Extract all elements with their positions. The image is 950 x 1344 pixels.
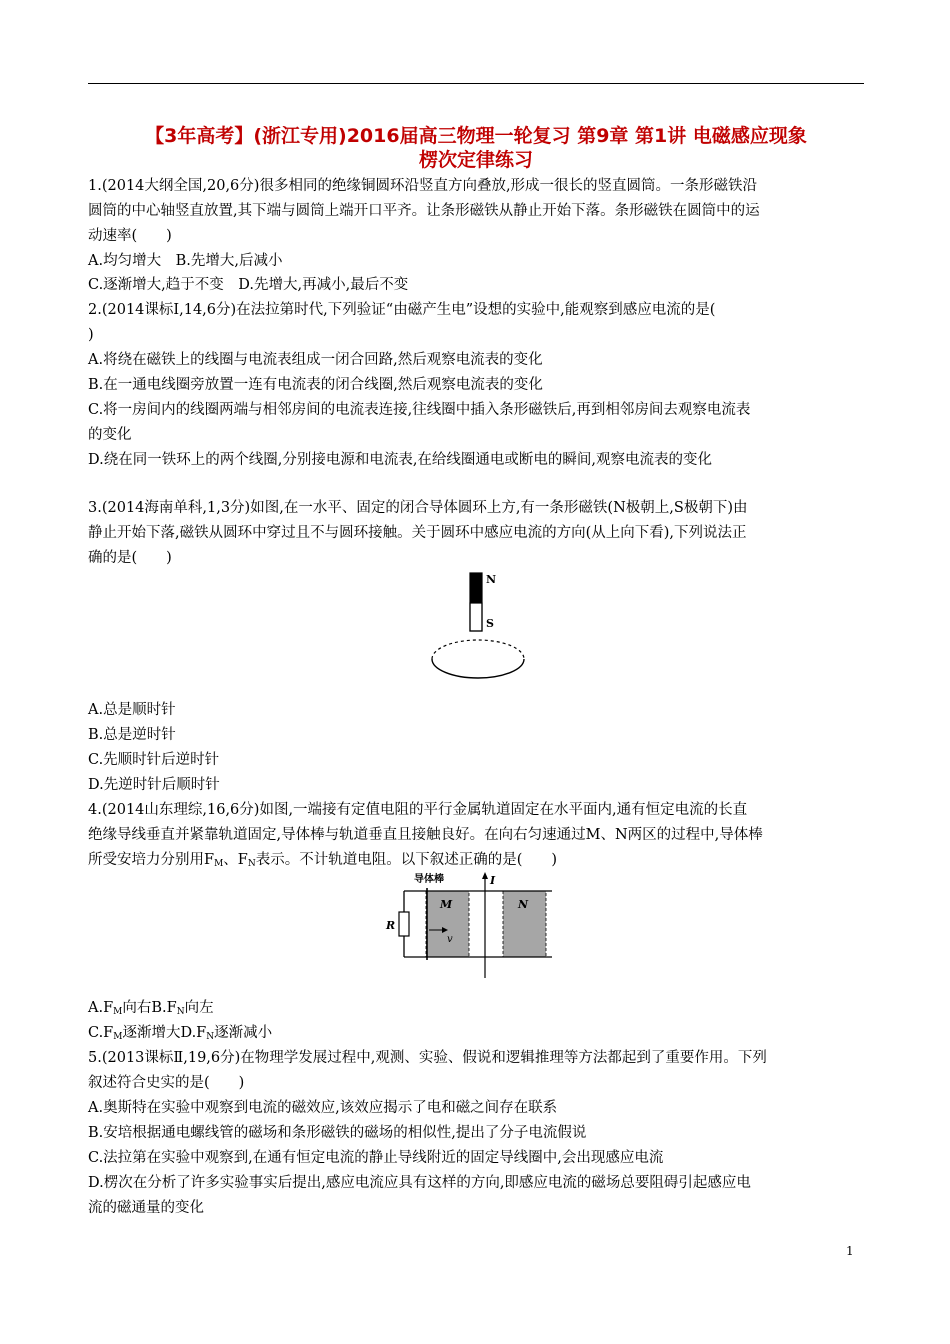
- q4-stem-line-2: 绝缘导线垂直并紧靠轨道固定,导体棒与轨道垂直且接触良好。在向右匀速通过M、N两区的过程中,导体棒: [88, 827, 763, 843]
- q5-option-c: C.法拉第在实验中观察到,在通有恒定电流的静止导线附近的固定导线圈中,会出现感应电流: [88, 1150, 664, 1166]
- q4-stem-line-3: 所受安培力分别用$F_M$、$F_N$表示。不计轨道电阻。以下叙述正确的是( ): [88, 852, 558, 869]
- q3-option-b: B.总是逆时针: [88, 727, 176, 743]
- rod-label: 导体棒: [414, 874, 444, 885]
- ring-back-arc: [432, 640, 524, 659]
- header-rule: [88, 83, 864, 84]
- q3-stem-line-1: 3.(2014海南单科,1,3分)如图,在一水平、固定的闭合导体圆环上方,有一条形磁铁(N极朝上,S极朝下)由: [88, 500, 748, 516]
- title-line-2: 楞次定律练习: [418, 149, 533, 171]
- magnet-north-half: [470, 573, 482, 603]
- label-n: N: [486, 573, 497, 586]
- q4-options-cd: $C.F_M$逐渐增大$D.F_N$逐渐减小: [88, 1025, 273, 1042]
- q3-option-d: D.先逆时针后顺时针: [88, 777, 220, 793]
- q2-option-b: B.在一通电线圈旁放置一连有电流表的闭合线圈,然后观察电流表的变化: [88, 377, 543, 393]
- q4-options-ab: $A.F_M$向右$B.F_N$向左: [88, 1000, 214, 1017]
- resistor-label: R: [386, 919, 396, 932]
- rail-circuit-figure: [382, 868, 562, 983]
- q2-option-a: A.将绕在磁铁上的线圈与电流表组成一闭合回路,然后观察电流表的变化: [88, 352, 543, 368]
- q5-option-d-line-2: 流的磁通量的变化: [88, 1200, 204, 1216]
- magnet-ring-figure: [420, 565, 540, 685]
- q5-stem-line-2: 叙述符合史实的是( ): [88, 1075, 245, 1091]
- q1-stem-line-2: 圆筒的中心轴竖直放置,其下端与圆筒上端开口平齐。让条形磁铁从静止开始下落。条形磁铁在圆筒中的运: [88, 203, 760, 219]
- q2-option-c-line-2: 的变化: [88, 427, 132, 443]
- q4-stem-line-1: 4.(2014山东理综,16,6分)如图,一端接有定值电阻的平行金属轨道固定在水平面内,通有恒定电流的长直: [88, 802, 748, 818]
- title-line-1: 【3年高考】(浙江专用)2016届高三物理一轮复习 第9章 第1讲 电磁感应现象: [145, 125, 807, 147]
- velocity-label: v: [447, 934, 453, 945]
- q5-stem-line-1: 5.(2013课标Ⅱ,19,6分)在物理学发展过程中,观测、实验、假说和逻辑推理等方法都起到了重要作用。下列: [88, 1050, 767, 1066]
- region-n-label: N: [518, 898, 529, 911]
- q1-options-ab: A.均匀增大 B.先增大,后减小: [88, 253, 283, 269]
- resistor: [399, 912, 409, 936]
- q5-option-d-line-1: D.楞次在分析了许多实验事实后提出,感应电流应具有这样的方向,即感应电流的磁场总要阻碍引起感应电: [88, 1175, 751, 1191]
- q1-stem-line-1: 1.(2014大纲全国,20,6分)很多相同的绝缘铜圆环沿竖直方向叠放,形成一很长的竖直圆筒。一条形磁铁沿: [88, 178, 758, 194]
- q2-option-c-line-1: C.将一房间内的线圈两端与相邻房间的电流表连接,往线圈中插入条形磁铁后,再到相邻房间去观察电流表: [88, 402, 751, 418]
- q3-option-a: A.总是顺时针: [88, 702, 176, 718]
- q2-stem-line-1: 2.(2014课标Ⅰ,14,6分)在法拉第时代,下列验证“由磁产生电”设想的实验中,能观察到感应电流的是(: [88, 302, 716, 318]
- label-s: S: [486, 617, 494, 630]
- current-label: I: [490, 874, 496, 887]
- q5-option-a: A.奥斯特在实验中观察到电流的磁效应,该效应揭示了电和磁之间存在联系: [88, 1100, 558, 1116]
- q3-stem-line-2: 静止开始下落,磁铁从圆环中穿过且不与圆环接触。关于圆环中感应电流的方向(从上向下看),下列说法正: [88, 525, 747, 541]
- q1-options-cd: C.逐渐增大,趋于不变 D.先增大,再减小,最后不变: [88, 277, 409, 293]
- page-number: 1: [846, 1244, 854, 1258]
- q1-stem-line-3: 动速率( ): [88, 228, 172, 244]
- ring-front-arc: [432, 659, 524, 678]
- magnet-south-half: [470, 603, 482, 631]
- q3-option-c: C.先顺时针后逆时针: [88, 752, 220, 768]
- document-title: [88, 124, 864, 172]
- q5-option-b: B.安培根据通电螺线管的磁场和条形磁铁的磁场的相似性,提出了分子电流假说: [88, 1125, 587, 1141]
- region-m-label: M: [440, 898, 453, 911]
- q2-option-d: D.绕在同一铁环上的两个线圈,分别接电源和电流表,在给线圈通电或断电的瞬间,观察电流表的变化: [88, 452, 713, 468]
- q2-stem-line-2: ): [88, 327, 94, 343]
- q3-stem-line-3: 确的是( ): [88, 550, 172, 566]
